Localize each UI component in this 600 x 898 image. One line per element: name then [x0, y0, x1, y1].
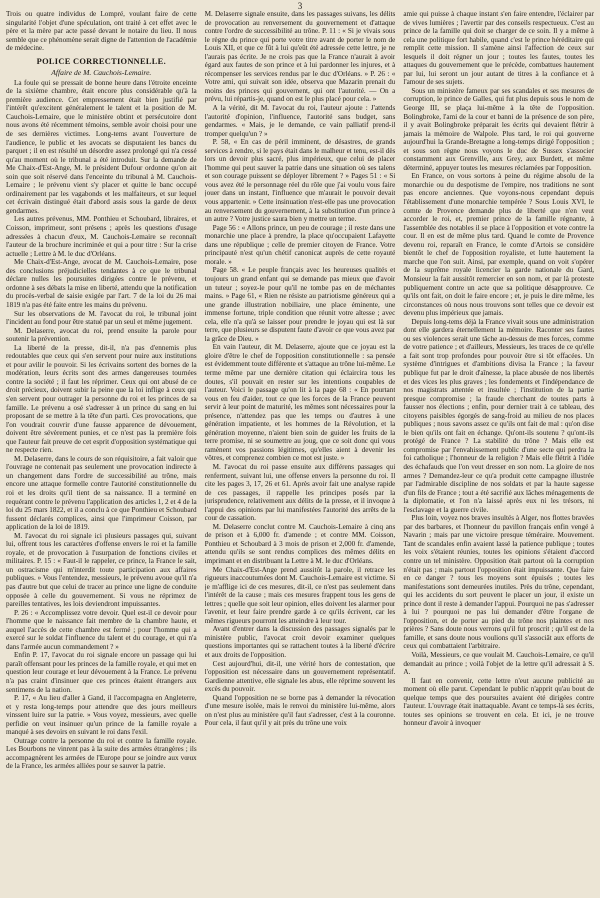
article-paragraph: P. 58, « En cas de péril imminent, de désastres, de grands services à rendre, si le pays était dans le malheur et tenu, est-il dès lors un devoir plus sacré, plus impérieux, que celui de placer l'homme qui peut sauver la patrie dans une situation où ses talens et son courage puissent se déployer librement ? » Pages 51 : « Si vous avez été le personnage réel du rôle que j'ai voulu vous faire jouer dans un instant, l'influence que m'aurait le pouvoir devait vous appartenir. » Cette insinuation n'est-elle pas une provocation au renversement du gouvernement, à la substitution d'un prince à un autre ? Votre justice saura bien y mettre un terme. — [204, 138, 396, 224]
article-paragraph: amie qui puisse à chaque instant s'en faire entendre, l'éclairer par de vives lumières ; l'avertir par des conseils respectueux. C'est au prince de la famille qui doit se charger de ce soin. Il y a même à cela une politique fort habile, quand c'est le prince héréditaire qui remplit cette mission. Il s'amène ainsi l'affection de ceux sur lesquels il doit régner un jour ; toutes les fautes, toutes les attaques du gouvernement que le précède, combattues hautement par lui, lui seront un jour autant de titres à la confiance et à l'amour de ses sujets. — [403, 10, 594, 87]
article-paragraph: M. Delaserre conclut contre M. Cauchois-Lemaire à cinq ans de prison et à 6,000 fr. d'amende ; et contre MM. Coisson, Ponthieu et Schoubard à 3 mois de prison et 2,000 fr. d'amende, attendu qu'ils se sont rendus complices des mêmes délits en imprimant et en distribuant la Lettre à M. le duc d'Orléans. — [204, 522, 396, 565]
section-subtitle: Affaire de M. Cauchois-Lemaire. — [51, 67, 152, 77]
article-paragraph: Plus loin, voyez nos braves insultés à Alger, nos flottes bravées par des barbares, et l'honneur du pavillon français enfin vengé à Navarin ; mais par une victoire presque téméraire. Mouvement. Tant de scandales enfin avaient lassé la patience publique ; toutes les voix s'étaient réunies, toutes les opinions s'étaient d'accord contre un tel ministère. Opposition était partout où la corruption n'était pas ; mais partout l'opposition était impuissante. Que faire en ce danger ? tous les moyens sont épuisés ; toutes les manifestations sont demeurées inutiles. Près du trône, cependant, qui les accidents du sort peuvent le placer un jour, il existe un prince dont il reste à demander l'appui. Pourquoi ne pas s'adresser à lui ? pourquoi ne pas lui demander d'être l'organe de l'opposition, et de porter au pied du trône nos plaintes et nos prières ? Sans doute nous verrons qu'il fut proscrit ; qu'il est de la famille, et sans doute nous voulions qu'il s'associât aux efforts de ceux qui combattaient l'arbitraire. — [403, 514, 594, 651]
article-paragraph: M. l'avocat du roi passe ensuite aux différens passages qui renferment, suivant lui, une offense envers la personne du roi. Il cite les pages 3, 17, 26 et 61. Après avoir fait une analyse rapide de ces passages, il rappelle les principes posés par la jurisprudence, relativement aux délits de la presse, et il invoque à l'appui des opinions par lui manifestées l'autorité des arrêts de la cour de cassation. — [204, 462, 396, 523]
article-paragraph: Outrage contre la personne du roi et contre la famille royale. Les Bourbons ne vinrent pas à la suite des armées étrangères ; ils accompagnèrent les armées de l'Europe pour se joindre aux vœux de la France, les armées alliées pour se sauver la patrie. — [6, 736, 197, 771]
article-paragraph: P. 17, « Au lieu d'aller à Gand, il l'accompagna en Angleterre, et y resta long-temps pour attendre que des jours meilleurs vinssent luire sur la patrie. » Vous voyez, messieurs, avec quelle perfidie on veut insinuer qu'un prince de la famille royale a manqué à ses devoirs en suivant le roi dans l'exil. — [6, 694, 197, 737]
article-paragraph: La foule qui se pressait de bonne heure dans l'étroite enceinte de la sixième chambre, était encore plus considérable qu'à la première audience. Cet empressement était bien justifié par l'intérêt qu'excitent généralement le talent et la position de M. Cauchois-Lemaire, que le ministère obtint et persécutoire dont nous avons été récemment témoins, semble avoir choisi pour une de ses dernières victimes. Long-tems avant l'ouverture de l'audience, le public et les avocats se disputaient les bancs du parquet ; il en est résulté un désordre assez prolongé qui n'a cessé qu'au moment où le tribunal a été introduit. Sur la demande de Me Chaix-d'Est-Ange, M. le président Dufour ordonne qu'on ait soin que soit réservé dans l'enceinte du tribunal à M. Cauchois-Lemaire ; le prévenu vient s'y placer et quitte le banc occupé ordinairement par les vagabonds et les malfaiteurs, et sur lequel cet écrivain distingué était d'abord assis sous la garde de deux gendarmes. — [6, 78, 197, 215]
column-1 — [6, 10, 197, 894]
column-2 — [205, 10, 396, 894]
article-paragraph: Me Chaix-d'Est-Ange prend aussitôt la parole, il retrace les rigueurs inaccoutumées dont M. Cauchois-Lemaire est victime. Si je m'afflige ici de ces mesures, dit-il, ce n'est pas seulement dans l'intérêt de la cause ; mais ces mesures frappent tous les gens de lettres ; quelle que soit leur opinion, elles doivent les alarmer pour l'avenir, et leur faire prendre garde à ce qu'ils écrivent, car les mêmes rigueurs pourront les atteindre à leur tour. — [204, 565, 396, 625]
article-paragraph: M. l'avocat du roi signale ici plusieurs passages qui, suivant lui, offrent tous les caractères d'offense envers le roi et la famille royale, et de provocation à l'usurpation de fonctions civiles et militaires. P. 15 : « Faut-il le rappeler, ce prince, la France le sait, un ostracisme qui m'interdit toute participation aux affaires publiques. » Vous l'entendez, messieurs, le prévenu avoue qu'il n'a pas d'autre but que celui de tracer au prince une ligne de conduite opposée à celle du gouvernement. Si vous ne réprimez de pareilles tentatives, les lois deviendront impuissantes. — [6, 531, 197, 609]
article-paragraph: Me Chaix-d'Est-Ange, avocat de M. Cauchois-Lemaire, pose des conclusions préjudicielles tendantes à ce que le tribunal déclare nulles les poursuites dirigées contre le prévenu, et ordonne à ses débats la mise en liberté, attendu que la notification du procès-verbal de saisie exigée par l'art. 7 de la loi du 26 mai 1819 n'a pas été faite entre les mains du prévenu. — [6, 258, 197, 309]
article-paragraph: Quand l'opposition ne se borne pas à demander la révocation d'une mesure isolée, mais le renvoi du ministère lui-même, alors on n'est plus au ministère qu'il faut s'adresser, c'est à la couronne. Pour cela, il faut qu'il y ait près du trône une voix — [204, 693, 396, 728]
article-paragraph: En vain l'auteur, dit M. Delaserre, ajoute que ce joyau est la gloire d'être le chef de l'opposition constitutionnelle : sa pensée est évidemment toute différente et s'attaque au trône lui-même. Le terme même par une dernière citation qui éclaircira tous les doutes, s'il pouvait en rester sur les intentions coupables de l'auteur. Voici le passage qu'on lit à la page 68 : « En pourtant vous en feu d'aider, tout ce que les forces de la France peuvent servir à leur point de maturité, les mêmes sont nécessaires pour la présence, n'attendez pas que les temps ou d'autres à une génération impatiente, et les hommes de la Révolution, et la génération moyenne, n'aient bien soin de guider les fruits de la terre promise, ni se soumettre au joug, que ce soit donc qui vous ramènent vos passions légitimes, qu'elles aient à devenir les vôtres, et comprenez combien ce mot est juste. » — [204, 343, 396, 463]
article-paragraph: Voilà, Messieurs, ce que voulait M. Cauchois-Lemaire, ce qu'il demandait au prince ; voilà l'objet de la lettre qu'il adressait à S. A. — [403, 651, 594, 677]
columns — [6, 10, 594, 894]
column-3 — [403, 10, 594, 894]
article-paragraph: M. Delaserre, avocat du roi, prend ensuite la parole pour soutenir la prévention. — [6, 326, 197, 344]
article-paragraph: Sous un ministère fameux par ses scandales et ses mesures de corruption, le prince de Galles, qui fut plus depuis sous le nom de George III, se plaça lui-même à la tête de l'opposition. Bolingbroke, l'ami de la cour et banni de la présence de son père, il y avait Bolingbroke préparait les écrits qui devaient flétrir à jamais la mémoire de Walpole. Plus tard, le roi qui gouverne aujourd'hui la Grande-Bretagne a long-temps dirigé l'opposition ; et sous son règne nous voyons le duc de Sussex s'associer constamment aux Grenville, aux Grey, aux Burdett, et même déterminé, appuyer toutes les mesures réclamées par l'opposition. — [403, 86, 594, 172]
article-paragraph: Page 56 : « Allons prince, un peu de courage ; il reste dans une monarchie une place à prendre, la place qu'occupaient Lafayette dans une république ; celle de premier citoyen de France. Votre principauté n'est qu'un chétif canonicat auprès de cette royauté morale. » — [204, 223, 396, 266]
article-paragraph: Les autres prévenus, MM. Ponthieu et Schoubard, libraires, et Coisson, imprimeur, sont présens ; après les questions d'usage adressées à chacun d'eux, M. Cauchois-Lemaire se reconnaît l'auteur de la brochure incriminée et qui a pour titre : Sur la crise actuelle ; Lettre à M. le duc d'Orléans. — [6, 215, 197, 258]
article-paragraph: M. Delaserre, dans le cours de son réquisitoire, a fait valoir que l'ouvrage ne contenait pas seulement une provocation indirecte à un changement dans l'ordre de successibilité au trône, mais encore une attaque formelle contre l'autorité constitutionnelle du roi et les droits qu'il tient de sa naissance. Il a terminé en requérant contre le prévenu l'application des articles 1, 2 et 4 de la loi du 25 mars 1822, et il a conclu à ce que Ponthieu et Schoubard fussent déclarés complices, ainsi que l'imprimeur Coisson, par application de la loi de 1819. — [6, 454, 197, 532]
article-paragraph: Sur les observations de M. l'avocat du roi, le tribunal joint l'incident au fond pour être statué par un seul et même jugement. — [6, 309, 197, 327]
section-title: POLICE CORRECTIONNELLE. — [36, 56, 166, 66]
article-paragraph: Cest aujourd'hui, dit-il, une vérité hors de contestation, que l'opposition est nécessaire dans un gouvernement représentatif. Gardienne attentive, elle signale les abus, elle réprime souvent les excès du pouvoir. — [204, 659, 396, 694]
article-paragraph: P. 26 : « Accomplissez votre devoir. Quel est-il ce devoir pour l'homme que le naissance fait membre de la chambre haute, et auquel l'accès de cette chambre est fermé ; pour l'homme qui a exercé sur le soldat l'influence du talent et du courage, et qui n'a dans l'armée aucun commandement ? » — [6, 608, 197, 651]
article-paragraph: Avant d'entrer dans la discussion des passages signalés par le ministère public, l'avocat croit devoir examiner quelques questions importantes qui se rattachent toutes à la liberté d'écrire et aux droits de l'opposition. — [204, 625, 396, 660]
article-paragraph: Enfin P. 17, l'avocat du roi signale encore un passage qui lui paraît offensant pour les princes de la famille royale, et qui met en question leur courage et leur dévouement à la France. Le prévenu n'a pas craint d'insinuer que ces princes étaient étrangers aux sentimens de la nation. — [6, 651, 197, 694]
article-paragraph: Depuis long-tems déjà la France vivait sous une administration dont elle gardera éternellement la mémoire. Raconter ses fautes ou ses violences serait une tâche au-dessus de mes forces, comme de votre patience ; et d'ailleurs, Messieurs, les traces de ce qu'elle a fait sont trop profondes pour pouvoir être si tôt effacées. Un système d'intrigues et d'ambitions divisa la France ; la faveur publique fut par le droit d'aînesse, la place abusée de nos libertés et des vices les plus graves ; les fondements et l'indépendance de nos magistrats attentée et insultée ; l'institution de la partie presque compromise ; la fraude cherchant de toutes parts à fausser nos élections ; enfin, pour dernier trait à ce tableau, des citoyens paisibles égorgés de sang-froid au milieu de nos places publiques ; nous savons assez ce qu'ils ont fait de mal : qu'on dise le bien qu'ils ont fait en échange. Qu'ont-ils soutenu ? qu'ont-ils protégé de France ? La stabilité du trône ? Mais elle est compromise par l'envahissement public d'une secte qui perdra la foi catholique ; l'honneur de la religion ? Mais elle flétrit à l'idée des échafauds que l'on veut dresser en son nom. La gloire de nos armes ? Demandez-leur ce qu'a produit cette campagne illustrée par l'admirable discipline de nos soldats et par la haute sagesse d'un fils de France ; tout a été sacrifié aux lâches ménagements de la diplomatie, et l'on n'a laissé après eux ni les trésors, ni l'esclavage et la guerre civile. — [403, 317, 594, 514]
page-number: 3 — [297, 1, 303, 11]
article-paragraph: La liberté de la presse, dit-il, n'a pas d'ennemis plus redoutables que ceux qui s'en servent pour nuire aux institutions et pour avilir le pouvoir. Si les écrivains sortent des bornes de la modération, leurs écrits sont des armes dangereuses tournées contre la société ; il faut les réprimer. Ceux qui ont abusé de ce droit précieux, doivent subir la peine que la loi inflige à ceux qui s'en servent pour outrager la personne du roi et les princes de sa famille. Le prévenu a osé s'adresser à un prince du sang en lui proposant de se mettre à la tête d'un parti. Ces provocations, que l'on voudrait couvrir d'une fausse apparence de dévouement, doivent être sévèrement punies, et ce n'est pas la première fois que l'auteur fait preuve de cet esprit d'opposition systématique qui ne respecte rien. — [6, 343, 197, 455]
article-paragraph: Page 58. « Le peuple français avec les heureuses qualités et toujours un grand enfant qui se demande pas mieux que d'avoir un tuteur ; soyez-le pour qu'il ne tombe pas en de méchantes mains. » Page 61, « Rien ne résiste au patriotisme généreux qui a une grande illustration nobiliaire, une place éminente, une immense fortune, triple condition que réunit votre altesse ; avec cela, elle n'a qu'à se laisser pour prendre le joyau qui est là sur terre, que plusieurs se disputent faute d'avoir ce que vous avez par la grâce de Dieu. » — [204, 266, 396, 343]
article-paragraph: Trois ou quatre individus de Lompré, voulant faire de cette singularité l'objet d'une spéculation, ont traité à cet effet avec le père et la mère par acte passé devant le notaire du lieu. Il nous semble que ce phénomène serait digne de l'attention de l'académie de médecine. — [6, 10, 197, 53]
article-paragraph: En France, on vous sortons à peine du régime absolu de la monarchie ou du despotisme de l'empire, nos traditions ne sont pas encore anciennes. Que voyons-nous cependant depuis l'établissement d'une monarchie tempérée ? Sous Louis XVI, le comte de Provence demande plus de liberté que n'en veut accorder le roi, et, premier prince de la famille régnante, à l'assemblée des notables il se place à l'opposition et vote contre la cour. Il en est de même plus tard. Quand le comte de Provence devenu roi, reparaît en France, le comte d'Artois se considère bientôt le chef de l'opposition royaliste, et lutte hautement la marche que l'on suit. Ainsi, par exemple, quand on voit s'opérer de la suprême royale licencier la garde nationale du Gard, Monsieur la fait aussitôt remercier en son nom, et par là proteste publiquement contre un acte que sa politique désapprouve. Ce qu'ils ont fait, on doit le faire encore ; et, je puis le dire même, les circonstances où nous nous trouvons sont telles que ce devoir est devenu plus impérieux que jamais. — [403, 172, 594, 318]
article-paragraph: A la vérité, dit M. l'avocat du roi, l'auteur ajoute : J'attends l'autorité d'opinion, l'influence, l'autorité sans budget, sans gendarmes. « Mais, je le demande, ce vain palliatif prend-il tromper quelqu'un ? » — [204, 104, 396, 138]
article-paragraph: M. Delaserre signale ensuite, dans les passages suivans, les délits de provocation au renversement du gouvernement et d'attaque contre l'ordre de successibilité au trône. P. 11 : « Si je vivais sous le règne du prince qui porte votre titre avant de porter le nom de Louis XII, et que ce fût à lui qu'eût été adressée cette lettre, je ne l'aurais pas écrite. Je ne crois pas que la France n'aurait à avoir égard aux fautes de son prince et à lui pardonner les injures, et à récompenser les services rendus par le duc d'Orléans. » P. 26 : « Votre ami, qui suivait son idée, observa que Mazarin prenait du moins des princes qui gouvernent, qui ont l'autorité. — On a prévu, lui répartis-je, quand on est le plus placé pour cela. » — [204, 10, 396, 104]
article-paragraph: Il faut en convenir, cette lettre n'eut aucune publicité au moment où elle parut. Cependant le public n'apprit qu'au bout de quelque temps que des poursuites avaient été dirigées contre l'auteur. L'ouvrage était inattaquable. Avant ce temps-là ses écrits, toutes ses opinions se trouvent en cela. Et ici, je ne trouve honneur d'avoir à invoquer — [403, 676, 594, 728]
